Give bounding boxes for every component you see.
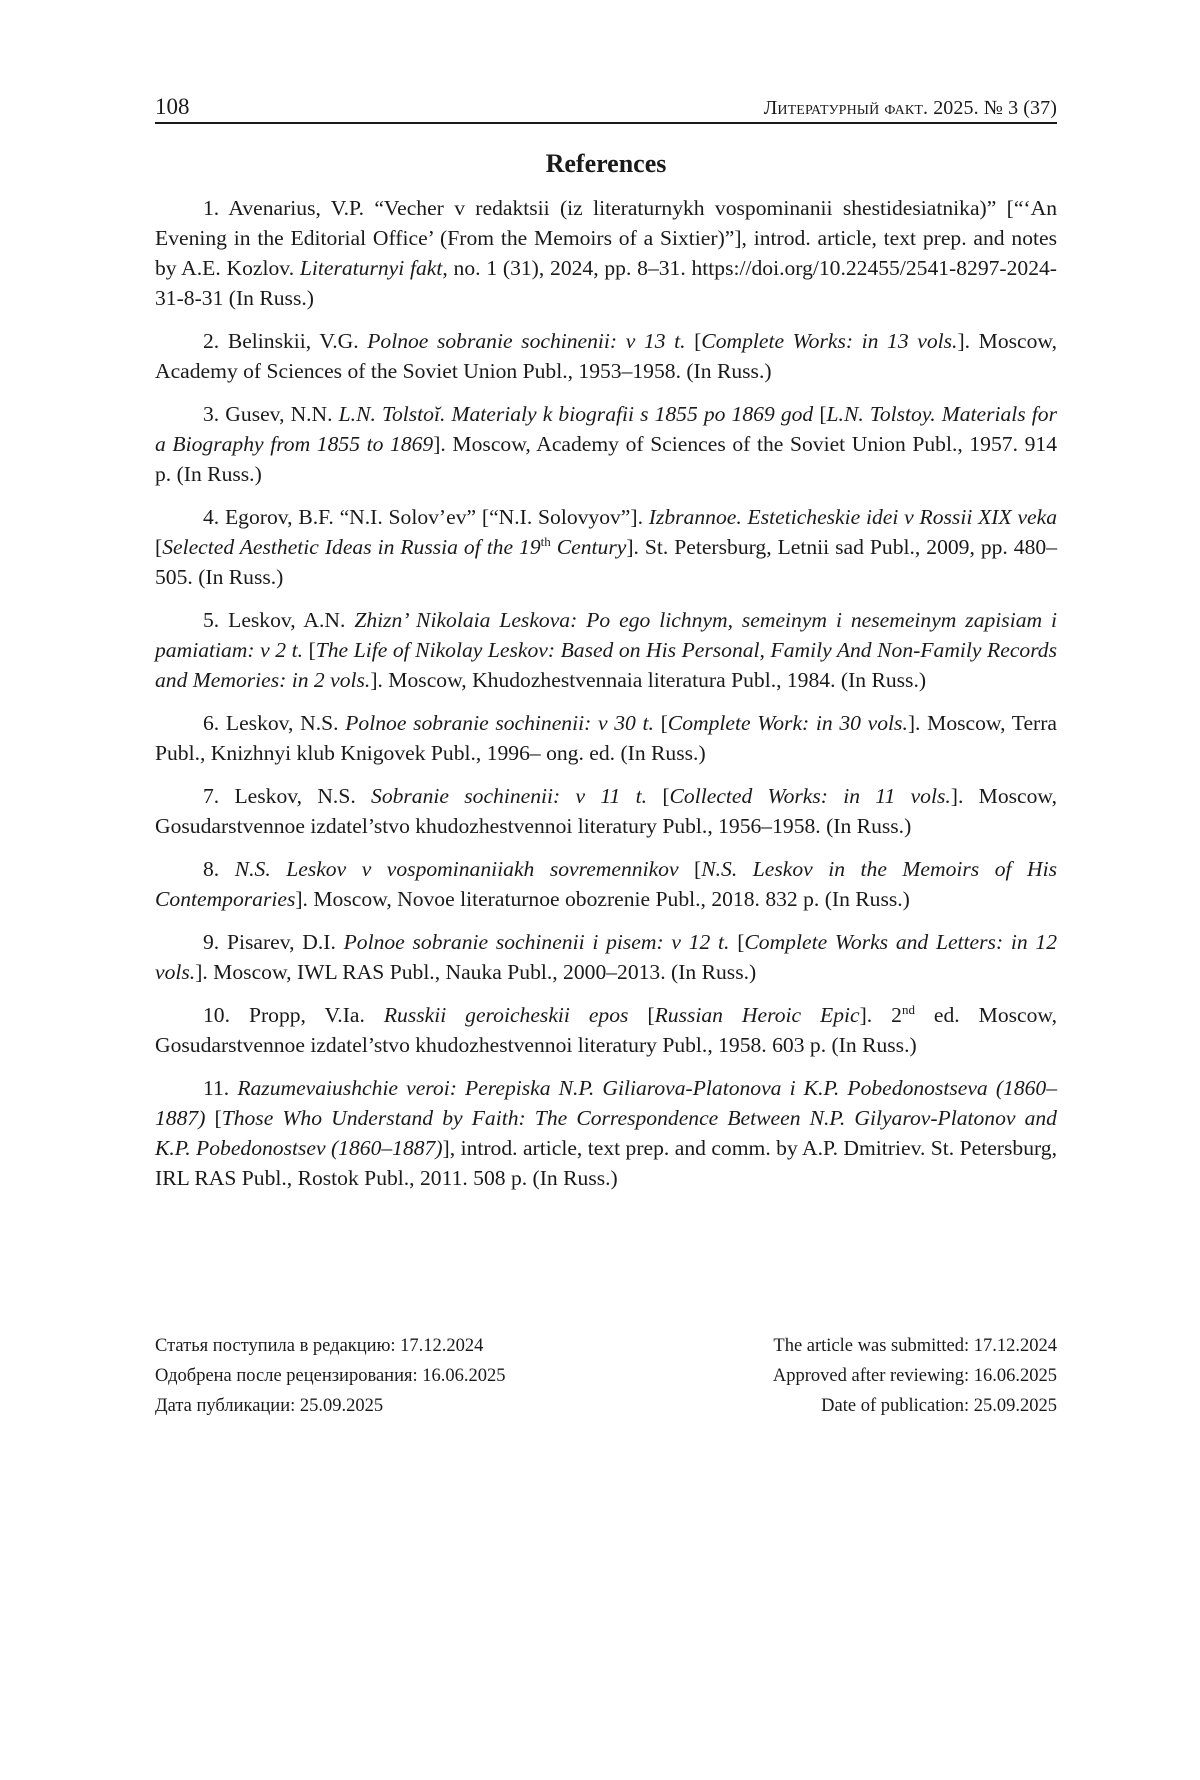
reference-text: Leskov, A.N.	[228, 607, 355, 632]
running-head	[155, 82, 1057, 124]
reference-title-italic: Those Who Understand by Faith: The Correspondence Between N.P. Gilyarov-Platonov and K.P. Pobedonostsev (1860–1887)	[155, 1105, 1057, 1160]
reference-text: ]. Moscow, Terra Publ., Knizhnyi klub Knigovek Publ., 1996– ong. ed. (In Russ.)	[155, 710, 1058, 765]
reference-text: Pisarev, D.I.	[226, 929, 344, 954]
reference-text: Gusev, N.N.	[225, 401, 339, 426]
date-published-ru: Дата публикации: 25.09.2025	[155, 1396, 384, 1416]
reference-title-italic: Complete Works and Letters: in 12 vols.	[155, 929, 1058, 984]
reference-title-italic: Complete Works: in 13 vols.	[701, 328, 958, 353]
reference-title-italic: Zhizn’ Nikolaia Leskova: Po ego lichnym, semeinym i nesemeinym zapisiam i pamiatiam: v 2 t.	[155, 607, 1058, 662]
reference-text: ed. Moscow, Gosudarstvennoe izdatel’stvo khudozhestvennoi literatury Publ., 1958. 603 p. (In Russ.)	[155, 1002, 1058, 1057]
reference-text: ]. Moscow, Khudozhestvennaia literatura Publ., 1984. (In Russ.)	[370, 667, 927, 692]
reference-item	[155, 854, 1057, 914]
reference-number: 9.	[203, 929, 227, 954]
reference-title-italic: Complete Work: in 30 vols.	[667, 710, 908, 735]
superscript: th	[540, 533, 551, 549]
reference-item	[155, 399, 1057, 489]
reference-item	[155, 502, 1057, 592]
reference-text: Propp, V.Ia.	[248, 1002, 384, 1027]
reference-text: Leskov, N.S.	[234, 783, 372, 808]
reference-text: [	[205, 1105, 222, 1130]
journal-issue: 2025. № 3 (37)	[933, 97, 1057, 119]
publication-dates	[155, 1331, 1057, 1421]
reference-title-italic: N.S. Leskov in the Memoirs of His Contemporaries	[155, 856, 1058, 911]
reference-text: ], introd. article, text prep. and comm. by A.P. Dmitriev. St. Petersburg, IRL RAS Publ., Rostok Publ., 2011. 508 p. (In Russ.)	[155, 1135, 1057, 1190]
reference-title-italic: Sobranie sochinenii: v 11 t.	[371, 783, 648, 808]
reference-title-italic: Polnoe sobranie sochinenii i pisem: v 12 t.	[343, 929, 730, 954]
reference-text: Avenarius, V.P. “Vecher v redaktsii (iz literaturnykh vospominanii shestidesiatnika)” [“‘An Evening in the Editorial Office’ (From the Memoirs of a Sixtier)”], introd. article, text prep. and notes by A.E. Kozlov.	[155, 195, 1057, 280]
reference-text: [	[653, 710, 668, 735]
reference-title-italic: Collected Works: in 11 vols.	[669, 783, 951, 808]
reference-number: 11.	[203, 1075, 238, 1100]
reference-item	[155, 193, 1057, 313]
reference-number: 6.	[203, 710, 226, 735]
reference-item	[155, 326, 1057, 386]
reference-number: 3.	[203, 401, 226, 426]
section-title: References	[545, 149, 667, 178]
reference-item	[155, 605, 1057, 695]
date-submitted-ru: Статья поступила в редакцию: 17.12.2024	[155, 1336, 484, 1356]
reference-title-italic: Selected Aesthetic Ideas in Russia of the 19	[162, 534, 541, 559]
reference-text: [	[678, 856, 702, 881]
date-submitted-en: The article was submitted: 17.12.2024	[773, 1336, 1057, 1356]
reference-text: ]. Moscow, Gosudarstvennoe izdatel’stvo khudozhestvennoi literatury Publ., 1956–1958. (In Russ.)	[155, 783, 1058, 838]
reference-title-italic: L.N. Tolstoĭ. Materialy k biografii s 1855 po 1869 god	[338, 401, 814, 426]
page-number: 108	[155, 94, 190, 119]
reference-item	[155, 781, 1057, 841]
reference-text: Belinskii, V.G.	[227, 328, 368, 353]
journal-title	[764, 98, 1057, 118]
reference-number: 10.	[203, 1002, 249, 1027]
reference-text: [	[628, 1002, 655, 1027]
reference-text: [	[155, 534, 163, 559]
reference-text: [	[685, 328, 702, 353]
reference-number: 7.	[203, 783, 235, 808]
reference-title-italic: Polnoe sobranie sochinenii: v 30 t.	[345, 710, 654, 735]
reference-text: [	[647, 783, 670, 808]
reference-title-italic: The Life of Nikolay Leskov: Based on His Personal, Family And Non-Family Records and Memories: in 2 vols.	[155, 637, 1058, 692]
reference-text: ]. Moscow, Academy of Sciences of the Soviet Union Publ., 1953–1958. (In Russ.)	[155, 328, 1058, 383]
reference-number: 8.	[203, 856, 235, 881]
reference-text: ]. Moscow, Novoe literaturnoe obozrenie Publ., 2018. 832 p. (In Russ.)	[295, 886, 910, 911]
reference-item	[155, 1000, 1057, 1060]
reference-list	[155, 193, 1057, 1193]
reference-text: [	[303, 637, 316, 662]
reference-text: ]. St. Petersburg, Letnii sad Publ., 2009, pp. 480–505. (In Russ.)	[155, 534, 1057, 589]
reference-title-italic: Razumevaiushchie veroi: Perepiska N.P. Giliarova-Platonova i K.P. Pobedonostseva (1860–1887)	[155, 1075, 1058, 1130]
journal-name: Литературный факт.	[763, 97, 929, 119]
superscript: nd	[901, 1001, 915, 1017]
reference-title-italic: Russian Heroic Epic	[654, 1002, 860, 1027]
reference-number: 4.	[203, 504, 225, 529]
reference-title-italic: Izbrannoe. Esteticheskie idei v Rossii XIX veka	[648, 504, 1058, 529]
date-published-en: Date of publication: 25.09.2025	[821, 1396, 1057, 1416]
reference-text: Leskov, N.S.	[225, 710, 346, 735]
reference-item	[155, 708, 1057, 768]
dates-russian	[155, 1331, 506, 1421]
reference-title-italic: N.S. Leskov v vospominaniiakh sovremennikov	[234, 856, 679, 881]
dates-english	[773, 1331, 1057, 1421]
date-approved-ru: Одобрена после рецензирования: 16.06.2025	[155, 1366, 506, 1386]
page-content	[155, 82, 1057, 1206]
reference-text: ]. Moscow, IWL RAS Publ., Nauka Publ., 2000–2013. (In Russ.)	[195, 959, 757, 984]
reference-title-italic: Century	[550, 534, 627, 559]
reference-item	[155, 1073, 1057, 1193]
reference-text: Egorov, B.F. “N.I. Solov’ev” [“N.I. Solovyov”].	[224, 504, 649, 529]
reference-item	[155, 927, 1057, 987]
reference-title-italic: L.N. Tolstoy. Materials for a Biography from 1855 to 1869	[155, 401, 1058, 456]
reference-title-italic: Russkii geroicheskii epos	[383, 1002, 629, 1027]
date-approved-en: Approved after reviewing: 16.06.2025	[772, 1366, 1057, 1386]
reference-text: ]. 2	[859, 1002, 902, 1027]
reference-number: 5.	[203, 607, 229, 632]
reference-text: [	[729, 929, 745, 954]
reference-number: 2.	[203, 328, 228, 353]
reference-text: , no. 1 (31), 2024, pp. 8–31. https://doi.org/10.22455/2541-8297-2024-31-8-31 (In Russ.)	[155, 255, 1057, 310]
reference-title-italic: Literaturnyi fakt	[299, 255, 443, 280]
reference-text: [	[813, 401, 827, 426]
reference-title-italic: Polnoe sobranie sochinenii: v 13 t.	[367, 328, 686, 353]
reference-number: 1.	[203, 195, 229, 220]
reference-text: ]. Moscow, Academy of Sciences of the Soviet Union Publ., 1957. 914 p. (In Russ.)	[155, 431, 1057, 486]
